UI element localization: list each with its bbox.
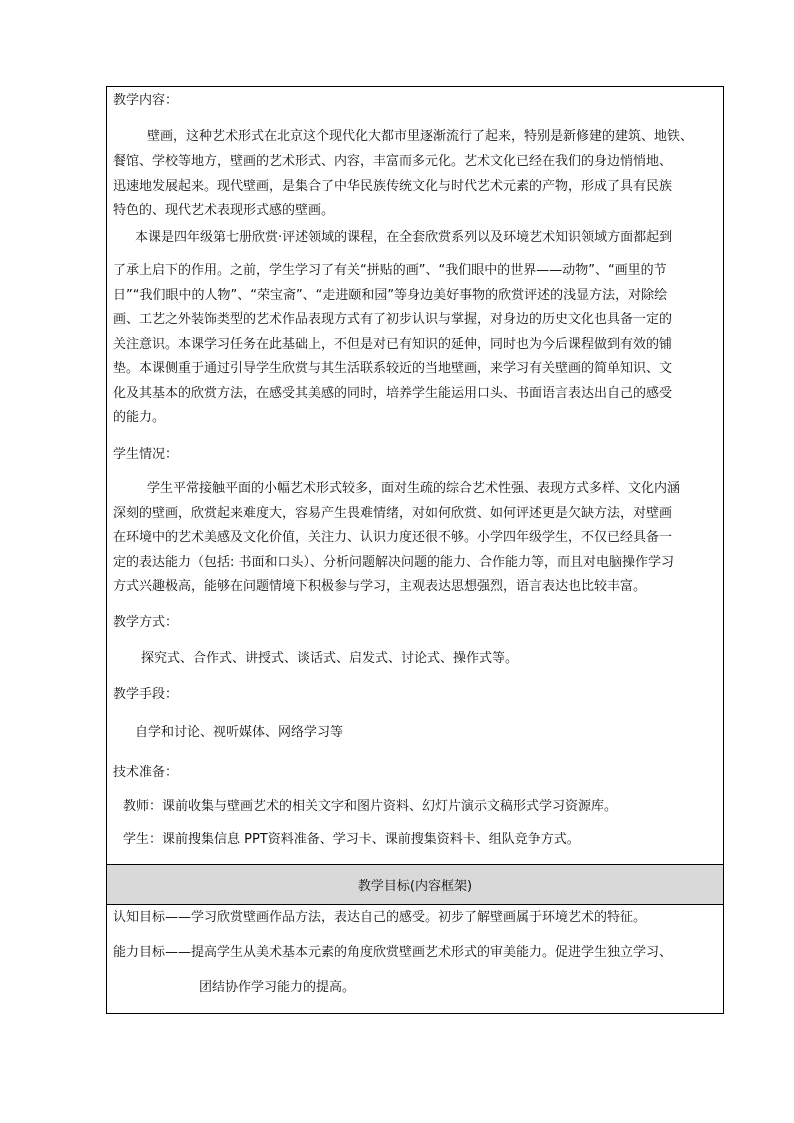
goals-header-cell — [107, 864, 723, 905]
tech-teacher: 教师：课前收集与壁画艺术的相关文字和图片资料、幻灯片演示文稿形式学习资源库。 — [123, 799, 618, 814]
method-text: 探究式、合作式、讲授式、谈话式、启发式、讨论式、操作式等。 — [141, 651, 519, 666]
method-label: 教学方式： — [113, 615, 179, 630]
goals-header: 教学目标(内容框架) — [357, 879, 473, 894]
content-p1-line: 迅速地发展起来。现代壁画，是集合了中华民族传统文化与时代艺术元素的产物，形成了具有民族 — [113, 179, 673, 194]
tech-student: 学生：课前搜集信息 PPT资料准备、学习卡、课前搜集资料卡、组队竞争方式。 — [123, 832, 580, 847]
content-p2-line: 的能力。 — [113, 410, 166, 425]
student-line: 在环境中的艺术美感及文化价值，关注力、认识力度还很不够。小学四年级学生，不仅已经具备一 — [113, 530, 673, 545]
student-line: 深刻的壁画，欣赏起来难度大，容易产生畏难情绪，对如何欣赏、如何评述更是欠缺方法，对壁画 — [113, 506, 673, 521]
content-p1-line: 特色的、现代艺术表现形式感的壁画。 — [113, 203, 335, 218]
student-line: 定的表达能力（包括: 书面和口头）、分析问题解决问题的能力、合作能力等，而且对电脑操作学习 — [113, 555, 675, 570]
student-line: 方式兴趣极高，能够在问题情境下积极参与学习，主观表达思想强烈，语言表达也比较丰富。 — [113, 579, 647, 594]
student-line: 学生平常接触平面的小幅艺术形式较多，面对生疏的综合艺术性强、表现方式多样、文化内涵 — [147, 481, 681, 496]
student-label: 学生情况： — [113, 447, 179, 462]
content-p2-line: 关注意识。本课学习任务在此基础上，不但是对已有知识的延伸，同时也为今后课程做到有效的铺 — [113, 337, 673, 352]
content-p2-line: 本课是四年级第七册欣赏·评述领域的课程，在全套欣赏系列以及环境艺术知识领域方面都起到 — [135, 230, 673, 245]
goal-cognitive: 认知目标——学习欣赏壁画作品方法，表达自己的感受。初步了解壁画属于环境艺术的特征。 — [113, 910, 647, 925]
content-p2-line: 日”“我们眼中的人物”、“荣宝斋”、“走进颐和园”等身边美好事物的欣赏评述的浅显方法，对除绘 — [113, 288, 668, 303]
means-text: 自学和讨论、视听媒体、网络学习等 — [135, 725, 344, 740]
means-label: 教学手段： — [113, 687, 179, 702]
tech-label: 技术准备： — [113, 765, 179, 780]
content-p1-line: 餐馆、学校等地方，壁画的艺术形式、内容，丰富而多元化。艺术文化已经在我们的身边悄悄地、 — [113, 154, 673, 169]
content-p2-line: 画、工艺之外装饰类型的艺术作品表现方式有了初步认识与掌握，对身边的历史文化也具备一定的 — [113, 312, 673, 327]
lesson-content-cell — [107, 87, 723, 864]
content-p2-line: 了承上启下的作用。之前，学生学习了有关“拼贴的画”、“我们眼中的世界——动物”、“画里的节 — [113, 263, 667, 278]
content-p1-line: 壁画，这种艺术形式在北京这个现代化大都市里逐渐流行了起来，特别是新修建的建筑、地铁、 — [147, 129, 694, 144]
goal-ability-line1: 能力目标——提高学生从美术基本元素的角度欣赏壁画艺术形式的审美能力。促进学生独立学习、 — [113, 945, 673, 960]
content-p2-line: 化及其基本的欣赏方法，在感受其美感的同时，培养学生能运用口头、书面语言表达出自己的感受 — [113, 386, 673, 401]
lesson-plan-table — [106, 86, 724, 1014]
goal-ability-line2: 团结协作学习能力的提高。 — [199, 980, 356, 995]
goals-cell — [107, 905, 723, 1013]
content-label: 教学内容： — [113, 93, 179, 108]
content-p2-line: 垫。本课侧重于通过引导学生欣赏与其生活联系较近的当地壁画，来学习有关壁画的简单知识、文 — [113, 361, 673, 376]
